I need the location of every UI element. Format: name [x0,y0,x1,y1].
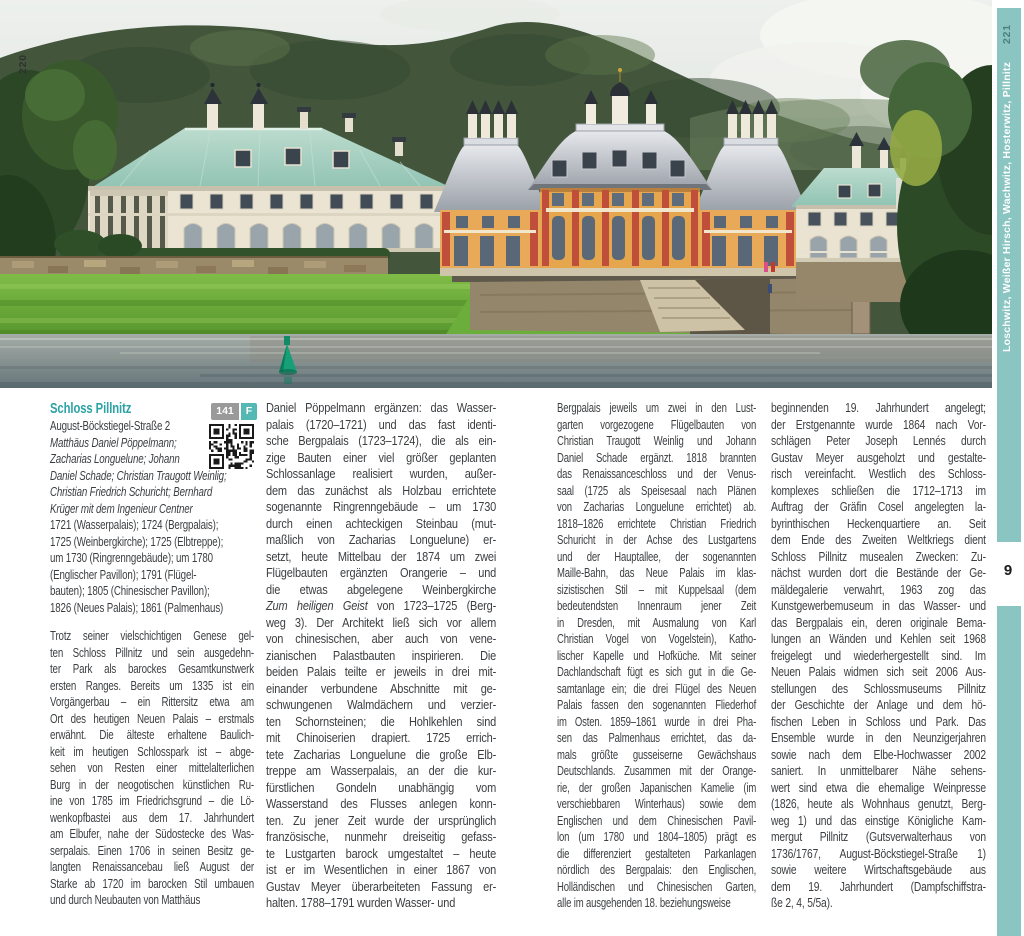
page-number-left: 220 [17,54,29,74]
photo-schloss-pillnitz [0,0,992,388]
article-body-4: beginnenden 19. Jahrhundert angelegt; der Erstgenannte wurde 1864 nach Vor- schlägen Peter Joseph Lennés durch Gustav Meyer ausgeholzt und gestalte- risch vereinfacht. Westlich des Schloss- komplexes schließen die 1712–1713 im Auftrag der Gräfin Cosel angelegten la- byrinthischen Heckenquartiere an. Seit dem Ende des Zweiten Weltkriegs dient Schloss Pillnitz musealen Zwecken: Zu- nächst wurden dort die Bestände der Ge- mäldegalerie verwahrt, 1963 zog das Kunstgewerbemuseum in das Wasser- und das Bergpalais ein, deren originale Bema- lungen an Wänden und Kehlen seit 1968 freigelegt und wiederhergestellt sind. Im Neuen Palais widmen sich seit 2006 Aus- stellungen des Schlossmuseums Pillnitz der Geschichte der Anlage und dem hö- fischen Leben in Schloss und Park. Das Ensemble wurde in den Neunzigerjahren sowie nach dem Elbe-Hochwasser 2002 saniert. In unmittelbarer Nähe sehens- wert sind etwa die ehemalige Weinpresse (1826, heute als Wohnhaus genutzt, Berg- weg 1) und das einstige Königliche Kam- mergut Pillnitz (Gutsverwalterhaus von 1736/1767, August-Böckstiegel-Straße 1) sowie weitere Wirtschaftsgebäude aus dem 19. Jahrhundert (Dampfschiffstra- ße 2, 4, 5/5a). [771,400,986,910]
article-title: Schloss Pillnitz [50,400,132,417]
map-badge-number: 141 [211,403,239,420]
article-architects: Matthäus Daniel Pöppelmann; Zacharias Longuelune; Johann Daniel Schade; Christian Traugott Weinlig; Christian Friedrich Schuricht; Bernhard Krüger mit dem Ingenieur Centner [50,434,227,516]
article-dates: 1721 (Wasserpalais); 1724 (Bergpalais); 1725 (Weinbergkirche); 1725 (Elbtreppe); um 1730 (Ringrenngebäude); um 1780 (Englischer Pavillon); 1791 (Flügel- bauten); 1805 (Chinesischer Pavillon); 1826 (Neues Palais); 1861 (Palmenhaus) [50,517,224,615]
article-body-1: Trotz seiner vielschichtigen Genese gel- ten Schloss Pillnitz und sein ausgedehn- ter Park als barockes Gesamtkunstwerk ersten Ranges. Bereits um 1335 ist ein Vorgängerbau – ein Rittersitz etwa am Ort des heutigen Neuen Palais – erstmals erwähnt. Die älteste erhaltene Baulich- keit im heutigen Schlosspark ist – abge- sehen von Resten einer mittelalterlichen Burg in der neogotischen künstlichen Ru- ine von 1785 im Friedrichsgrund – die Lö- wenkopfbastei aus dem 17. Jahrhundert am Elbufer, nahe der Südostecke des Was- serpalais. Einen 1706 in seinen Besitz ge- langten Renaissancebau ließ August der Starke ab 1720 im barocken Stil umbauen und durch Neubauten von Matthäus [50,628,254,907]
sidebar-district-label: Loschwitz, Weißer Hirsch, Wachwitz, Hosterwitz, Pillnitz [1001,61,1013,352]
page-number-right: 221 [1001,24,1013,44]
article-column-2 [266,400,538,912]
article-body-3: Bergpalais jeweils um zwei in den Lust- garten vorgezogene Flügelbauten von Christian Traugott Weinlig und Johann Daniel Schade ergänzt. 1818 brannten das Renaissanceschloss und der Venus- saal (1725 als Speisesaal nach Plänen von Zacharias Longuelune errichtet) ab. 1818–1826 errichtete Christian Friedrich Schuricht in der Achse des Lustgartens und der Hauptallee, der sogenannten Maille-Bahn, das Neue Palais im klas- sizistischen Stil – mit Kuppelsaal (dem bedeutendsten Innenraum jener Zeit in Dresden, mit Ausmalung von Karl Christian Vogel von Vogelstein), Katho- lischer Kapelle und Hofküche. Mit seiner Dachlandschaft fügt es sich gut in die Ge- samtanlage ein; die drei Flügel des Neuen Palais fassen den sogenannten Fliederhof im Osten. 1859–1861 wurde in drei Pha- sen das Palmenhaus errichtet, das da- mals größte gusseiserne Gewächshaus Deutschlands. Zusammen mit der Orange- rie, der großen Japanischen Kamelie (im verschiebbaren Winterhaus) sowie dem Englischen und dem Chinesischen Pavil- lon (um 1780 und 1804–1805) prägt es die differenziert gestalteten Parkanlagen nördlich des Bergpalais: den Englischen, Holländischen und Chinesischen Garten, alle im ausgehenden 18. beziehungsweise [557,400,757,910]
chapter-number-tab: 9 [1003,562,1013,579]
article-column-4 [771,400,1024,912]
river-elbe [0,334,992,388]
map-badge-grid: F [241,403,257,420]
article-address: August-Böckstiegel-Straße 2 [50,418,171,433]
article-body-2: Daniel Pöppelmann ergänzen: das Wasser- palais (1720–1721) und das fast identi- sche Bergpalais (1723–1724), die als ein- zige Bauten einer viel größer geplanten Schlossanlage realisiert wurden, außer- dem das zunächst als Holzbau errichtete sogenannte Ringrenngebäude – um 1730 durch einen achteckigen Steinbau (mut- maßlich von Zacharias Longuelune) er- setzt, heute Mittelbau der 1874 um zwei Flügelbauten ergänzten Orangerie – und die etwas abgelegene Weinbergkirche Zum heiligen Geist von 1723–1725 (Berg- weg 3). Der Architekt ließ sich vor allem von chinesischen, aber auch von vene- zianischen Palastbauten inspirieren. Die beiden Palais teilte er jeweils in drei mit- einander verbundene Abschnitte mit ge- schwungenen Walmdächern und verzier- ten Schornsteinen; die Hohlkehlen sind mit Chinoiserien drapiert. 1725 errich- tete Zacharias Longuelune die große Elb- treppe am Wasserpalais, an der die kur- fürstlichen Gondeln unabhängig vom Wasserstand des Flusses anlegen konn- ten. Zu jener Zeit wurde der ursprünglich französische, nunmehr dreiseitig gefass- te Lustgarten barock umgestaltet – heute ist er im Wesentlichen in einer 1867 von Gustav Meyer überarbeiteten Fassung er- halten. 1788–1791 wurden Wasser- und [266,400,497,910]
